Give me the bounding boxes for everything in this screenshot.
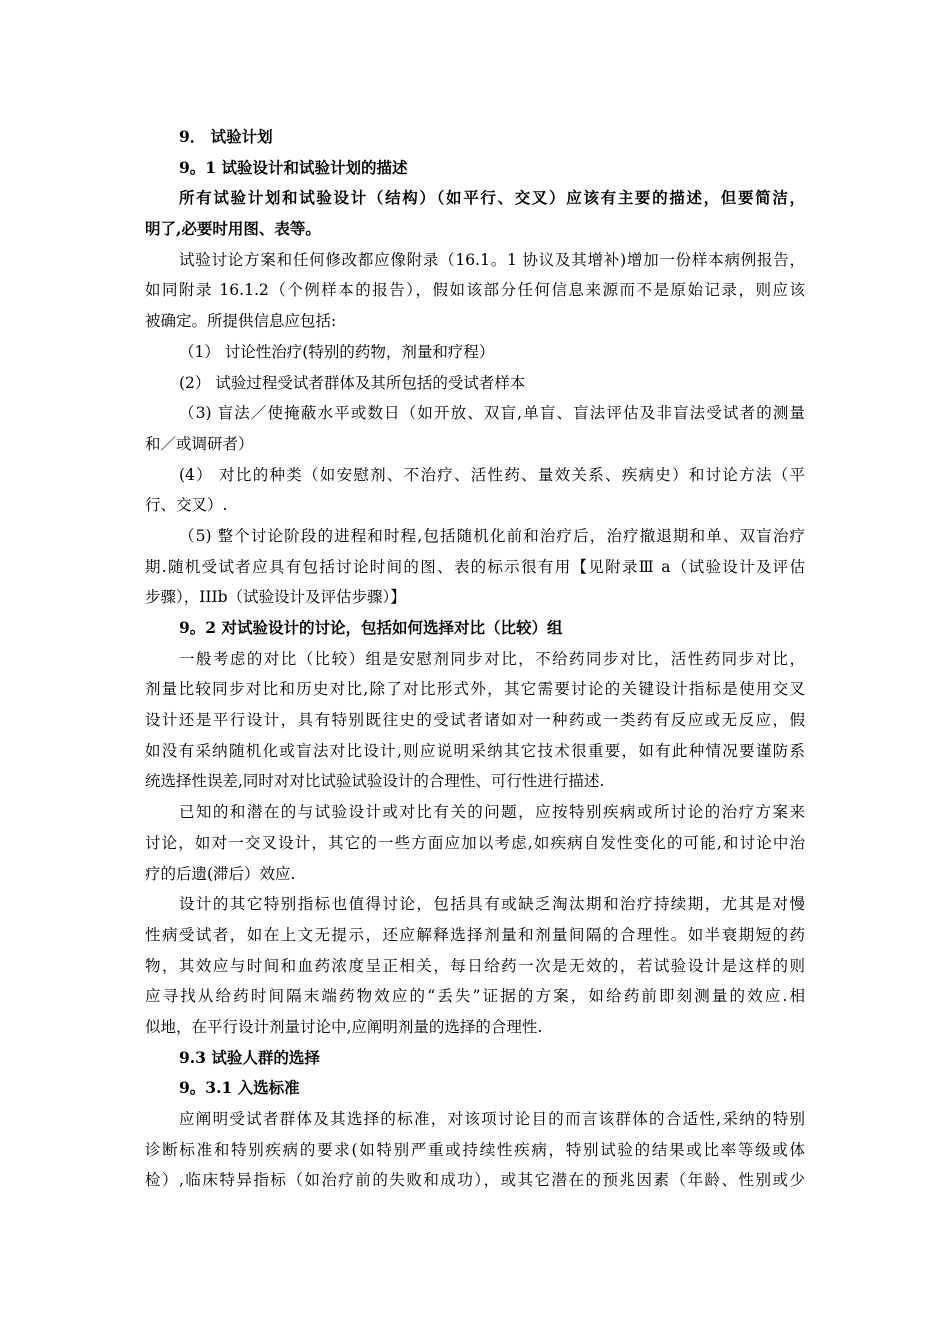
body-text-line: （3) 盲法／使掩蔽水平或数日（如开放、双盲,单盲、盲法评估及非盲法受试者的测量 <box>179 404 805 423</box>
body-text-line: 设计还是平行设计，具有特别既往史的受试者诸如对一种药或一类药有反应或无反应，假 <box>145 711 805 730</box>
body-text-line: 物，其效应与时间和血药浓度呈正相关，每日给药一次是无效的，若试验设计是这样的则 <box>145 956 805 975</box>
body-text-line: 设计的其它特别指标也值得讨论，包括具有或缺乏淘汰期和治疗持续期，尤其是对慢 <box>179 895 805 914</box>
body-text-line: 似地，在平行设计剂量讨论中,应阐明剂量的选择的合理性. <box>145 1017 543 1036</box>
body-text-line: 检）,临床特异指标（如治疗前的失败和成功），或其它潜在的预兆因素（年龄、性别或少 <box>145 1171 805 1190</box>
section-heading-line: 明了,必要时用图、表等。 <box>145 219 321 239</box>
section-heading-line: 9。2 对试验设计的讨论，包括如何选择对比（比较）组 <box>179 618 563 637</box>
body-text-line: 剂量比较同步对比和历史对比,除了对比形式外，其它需要讨论的关键设计指标是使用交叉 <box>145 680 805 699</box>
body-text-line: （5) 整个讨论阶段的进程和时程,包括随机化前和治疗后，治疗撤退期和单、双盲治疗 <box>179 526 805 545</box>
body-text-line: 步骤），IIIb（试验设计及评估步骤）】 <box>145 588 406 607</box>
body-text-line: 一般考虑的对比（比较）组是安慰剂同步对比，不给药同步对比，活性药同步对比， <box>179 649 805 668</box>
body-text-line: 期.随机受试者应具有包括讨论时间的图、表的标示很有用【见附录Ⅲ a（试验设计及评估 <box>145 557 805 576</box>
section-heading-line: 9． 试验计划 <box>179 127 273 146</box>
body-text-line: 讨论，如对一交叉设计，其它的一些方面应加以考虑,如疾病自发性变化的可能,和讨论中治 <box>145 833 805 852</box>
body-text-line: 和／或调研者） <box>145 434 254 453</box>
document-body <box>145 122 805 1196</box>
body-text-line: 试验讨论方案和任何修改都应像附录（16.1。1 协议及其增补)增加一份样本病例报告， <box>179 250 805 269</box>
section-heading-line: 9。3.1 入选标准 <box>179 1078 300 1098</box>
body-text-line: 疗的后遗(滞后）效应. <box>145 864 296 883</box>
body-text-line: 诊断标准和特别疾病的要求(如特别严重或持续性疾病，特别试验的结果或比率等级或体 <box>145 1140 805 1159</box>
body-text-line: (2） 试验过程受试者群体及其所包括的受试者样本 <box>179 373 526 392</box>
body-text-line: (4） 对比的种类（如安慰剂、不治疗、活性药、量效关系、疾病史）和讨论方法（平 <box>179 465 805 484</box>
body-text-line: 应寻找从给药时间隔末端药物效应的“丢失”证据的方案，如给药前即刻测量的效应.相 <box>145 987 805 1006</box>
body-text-line: 被确定。所提供信息应包括: <box>145 312 337 331</box>
body-text-line: 如同附录 16.1.2（个例样本的报告），假如该部分任何信息来源而不是原始记录，则应该 <box>145 281 805 300</box>
body-text-line: 统选择性误差,同时对对比试验试验设计的合理性、可行性进行描述. <box>145 772 605 791</box>
body-text-line: 行、交叉）. <box>145 496 228 515</box>
section-heading-line: 所有试验计划和试验设计（结构）（如平行、交叉）应该有主要的描述，但要简洁， <box>179 188 805 208</box>
body-text-line: （1） 讨论性治疗(特别的药物，剂量和疗程） <box>179 342 495 361</box>
section-heading-line: 9。1 试验设计和试验计划的描述 <box>179 157 408 177</box>
body-text-line: 应阐明受试者群体及其选择的标准，对该项讨论目的而言该群体的合适性,采纳的特别 <box>179 1110 805 1128</box>
body-text-line: 性病受试者，如在上文无提示，还应解释选择剂量和剂量间隔的合理性。如半衰期短的药 <box>145 925 805 944</box>
section-heading-line: 9.3 试验人群的选择 <box>179 1047 320 1067</box>
body-text-line: 已知的和潜在的与试验设计或对比有关的问题，应按特别疾病或所讨论的治疗方案来 <box>179 803 805 822</box>
body-text-line: 如没有采纳随机化或盲法对比设计,则应说明采纳其它技术很重要，如有此种情况要谨防系 <box>145 741 805 760</box>
